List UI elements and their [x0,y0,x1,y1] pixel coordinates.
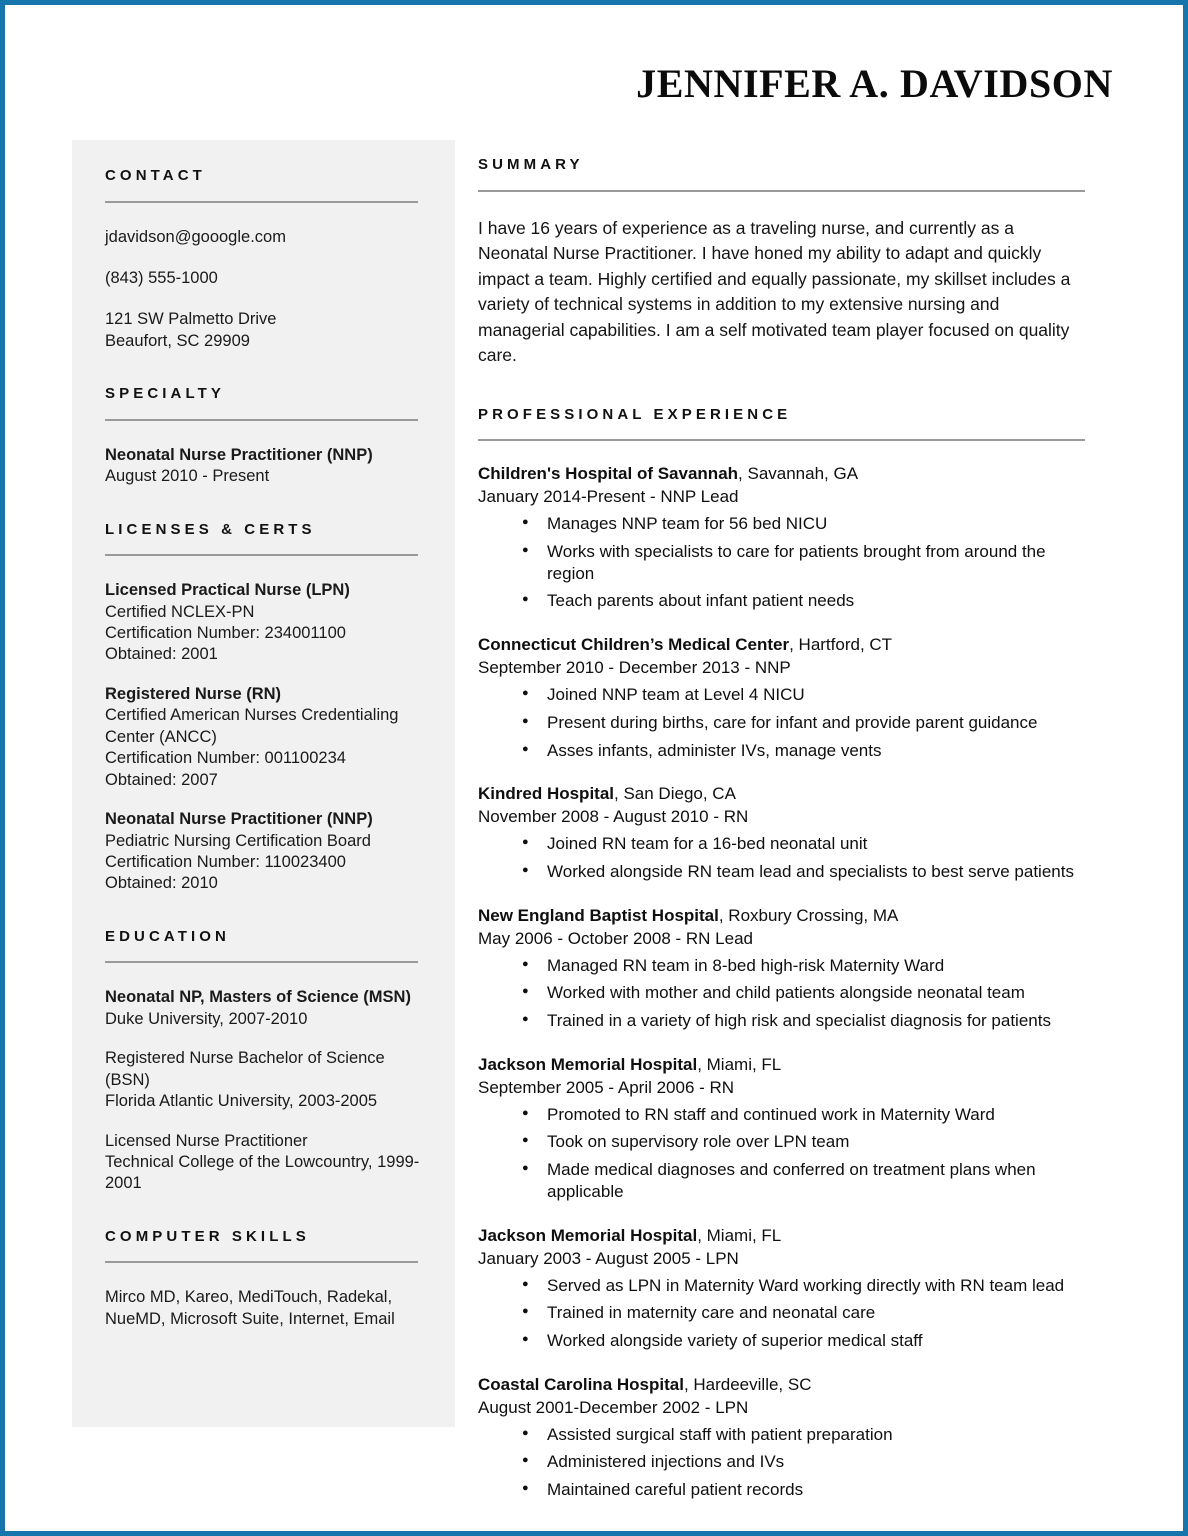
job-dates: September 2010 - December 2013 - NNP [478,658,791,678]
education-item [105,987,423,1030]
job-dates: November 2008 - August 2010 - RN [478,807,749,827]
section-contact [105,168,423,352]
bullet-item: ● Administered injections and IVs [478,1451,1093,1473]
candidate-name: JENNIFER A. DAVIDSON [636,61,1113,106]
job-dates: August 2001-December 2002 - LPN [478,1397,749,1417]
specialty-dates: August 2010 - Present [105,467,270,486]
spacer [105,421,423,445]
job-heading [478,783,1093,806]
bullet-item: ● Served as LPN in Maternity Ward working directly with RN team lead [478,1275,1093,1297]
license-item [105,580,423,666]
contact-address [105,309,423,352]
job-heading [478,1374,1093,1397]
job-location: , Roxbury Crossing, MA [718,905,899,925]
spacer [105,1195,423,1229]
resume-header [5,63,1183,125]
section-education [105,929,423,1195]
spacer [105,203,423,227]
education-school: Duke University, 2007-2010 [105,1009,308,1028]
bullet-item: ● Teach parents about infant patient needs [478,590,1093,612]
computer-skills-list: Mirco MD, Kareo, MediTouch, Radekal, NueMD, Microsoft Suite, Internet, Email [105,1288,395,1328]
bullet-item: ● Present during births, care for infant and provide parent guidance [478,712,1093,734]
section-summary [478,157,1093,369]
license-number: Certification Number: 110023400 [105,852,346,871]
license-number: Certification Number: 001100234 [105,749,346,768]
bullet-item: ● Worked alongside RN team lead and specialists to best serve patients [478,861,1093,883]
job-dates: May 2006 - October 2008 - RN Lead [478,928,753,948]
specialty-title: Neonatal Nurse Practitioner (NNP) [105,445,373,464]
job-bullets [478,833,1093,883]
job-bullets [478,955,1093,1032]
bullet-item: ● Took on supervisory role over LPN team [478,1131,1093,1153]
section-computer-skills [105,1229,423,1330]
license-obtained: Obtained: 2001 [105,645,218,664]
bullet-item: ● Made medical diagnoses and conferred on treatment plans when applicable [478,1159,1093,1203]
main-column [478,157,1093,1501]
job-dates: January 2003 - August 2005 - LPN [478,1248,739,1268]
spacer [105,791,423,809]
section-heading-education: EDUCATION [105,927,230,945]
job-location: , San Diego, CA [614,784,736,804]
job-employer: New England Baptist Hospital [478,905,719,925]
bullet-item: ● Manages NNP team for 56 bed NICU [478,513,1093,535]
license-detail: Certified NCLEX-PN [105,602,255,621]
license-detail: Certified American Nurses Credentialing Center (ANCC) [105,706,399,746]
license-title: Licensed Practical Nurse (LPN) [105,581,350,600]
spacer [478,441,1093,463]
bullet-item: ● Works with specialists to care for patients brought from around the region [478,541,1093,585]
education-degree: Neonatal NP, Masters of Science (MSN) [105,988,411,1007]
job-heading [478,1054,1093,1077]
job-location: , Miami, FL [697,1054,782,1074]
education-list [105,987,423,1195]
job-bullets [478,1275,1093,1352]
bullet-item: ● Worked with mother and child patients alongside neonatal team [478,982,1093,1004]
section-experience [478,407,1093,1501]
job-bullets [478,1424,1093,1501]
bullet-item: ● Asses infants, administer IVs, manage vents [478,740,1093,762]
experience-item [478,463,1093,612]
job-employer: Jackson Memorial Hospital [478,1054,698,1074]
job-heading [478,463,1093,486]
job-heading [478,634,1093,657]
experience-item [478,1374,1093,1501]
job-employer: Coastal Carolina Hospital [478,1374,684,1394]
summary-text: I have 16 years of experience as a traveling nurse, and currently as a Neonatal Nurse Practitioner. I have honed my ability to adapt and quickly impact a team. Highly certified and equally passionate, my skillset includes a variety of technical systems in addition to my extensive nursing and managerial capabilities. I am a self motivated team player focused on quality care. [478,217,1071,366]
experience-item [478,1054,1093,1203]
license-detail: Pediatric Nursing Certification Board [105,831,371,850]
section-heading-contact: CONTACT [105,167,206,184]
job-bullets [478,1104,1093,1203]
bullet-item: ● Worked alongside variety of superior medical staff [478,1330,1093,1352]
experience-item [478,1225,1093,1352]
job-dates: January 2014-Present - NNP Lead [478,487,739,507]
spacer [105,895,423,929]
job-location: , Hardeeville, SC [683,1374,812,1394]
section-specialty [105,386,423,487]
education-degree: Registered Nurse Bachelor of Science (BSN) [105,1049,385,1089]
bullet-item: ● Trained in maternity care and neonatal care [478,1302,1093,1324]
job-location: , Hartford, CT [789,635,893,655]
section-licenses [105,522,423,895]
section-heading-summary: SUMMARY [478,156,584,173]
job-bullets [478,684,1093,761]
experience-list [478,463,1093,1501]
license-obtained: Obtained: 2007 [105,770,218,789]
license-list [105,580,423,895]
license-item [105,809,423,895]
bullet-item: ● Promoted to RN staff and continued work in Maternity Ward [478,1104,1093,1126]
spacer [105,666,423,684]
job-bullets [478,513,1093,612]
job-employer: Jackson Memorial Hospital [478,1225,698,1245]
spacer [105,963,423,987]
contact-phone[interactable]: (843) 555-1000 [105,268,218,287]
bullet-item: ● Managed RN team in 8-bed high-risk Maternity Ward [478,955,1093,977]
education-degree: Licensed Nurse Practitioner [105,1131,308,1150]
spacer [478,369,1093,407]
section-heading-licenses: LICENSES & CERTS [105,520,316,538]
job-heading [478,1225,1093,1248]
bullet-item: ● Joined NNP team at Level 4 NICU [478,684,1093,706]
job-heading [478,905,1093,928]
license-obtained: Obtained: 2010 [105,874,218,893]
section-heading-experience: PROFESSIONAL EXPERIENCE [478,405,792,423]
bullet-item: ● Assisted surgical staff with patient preparation [478,1424,1093,1446]
contact-email[interactable]: jdavidson@gooogle.com [105,227,286,246]
address-line-1: 121 SW Palmetto Drive [105,310,277,329]
job-employer: Kindred Hospital [478,784,615,804]
education-school: Technical College of the Lowcountry, 1999-2001 [105,1152,420,1193]
experience-item [478,905,1093,1032]
spacer [105,1030,423,1048]
address-line-2: Beaufort, SC 29909 [105,331,250,350]
section-heading-computer-skills: COMPUTER SKILLS [105,1227,310,1245]
job-location: , Miami, FL [697,1225,782,1245]
bullet-item: ● Trained in a variety of high risk and specialist diagnosis for patients [478,1010,1093,1032]
job-employer: Children's Hospital of Savannah [478,464,739,484]
bullet-item: ● Joined RN team for a 16-bed neonatal unit [478,833,1093,855]
education-item [105,1131,423,1195]
license-number: Certification Number: 234001100 [105,624,346,642]
education-item [105,1048,423,1112]
job-dates: September 2005 - April 2006 - RN [478,1077,735,1097]
education-school: Florida Atlantic University, 2003-2005 [105,1092,378,1111]
job-location: , Savannah, GA [738,464,859,484]
divider [478,190,1085,192]
spacer [105,556,423,580]
bullet-item: ● Maintained careful patient records [478,1479,1093,1501]
license-title: Registered Nurse (RN) [105,684,282,703]
sidebar [72,140,455,1427]
contact-details [105,227,423,353]
experience-item [478,783,1093,882]
section-heading-specialty: SPECIALTY [105,385,225,403]
license-item [105,684,423,791]
spacer [105,1263,423,1287]
spacer [105,488,423,522]
job-employer: Connecticut Children’s Medical Center [478,635,790,655]
experience-item [478,634,1093,761]
specialty-item [105,445,423,488]
spacer [105,352,423,386]
license-title: Neonatal Nurse Practitioner (NNP) [105,810,373,829]
spacer [105,1113,423,1131]
